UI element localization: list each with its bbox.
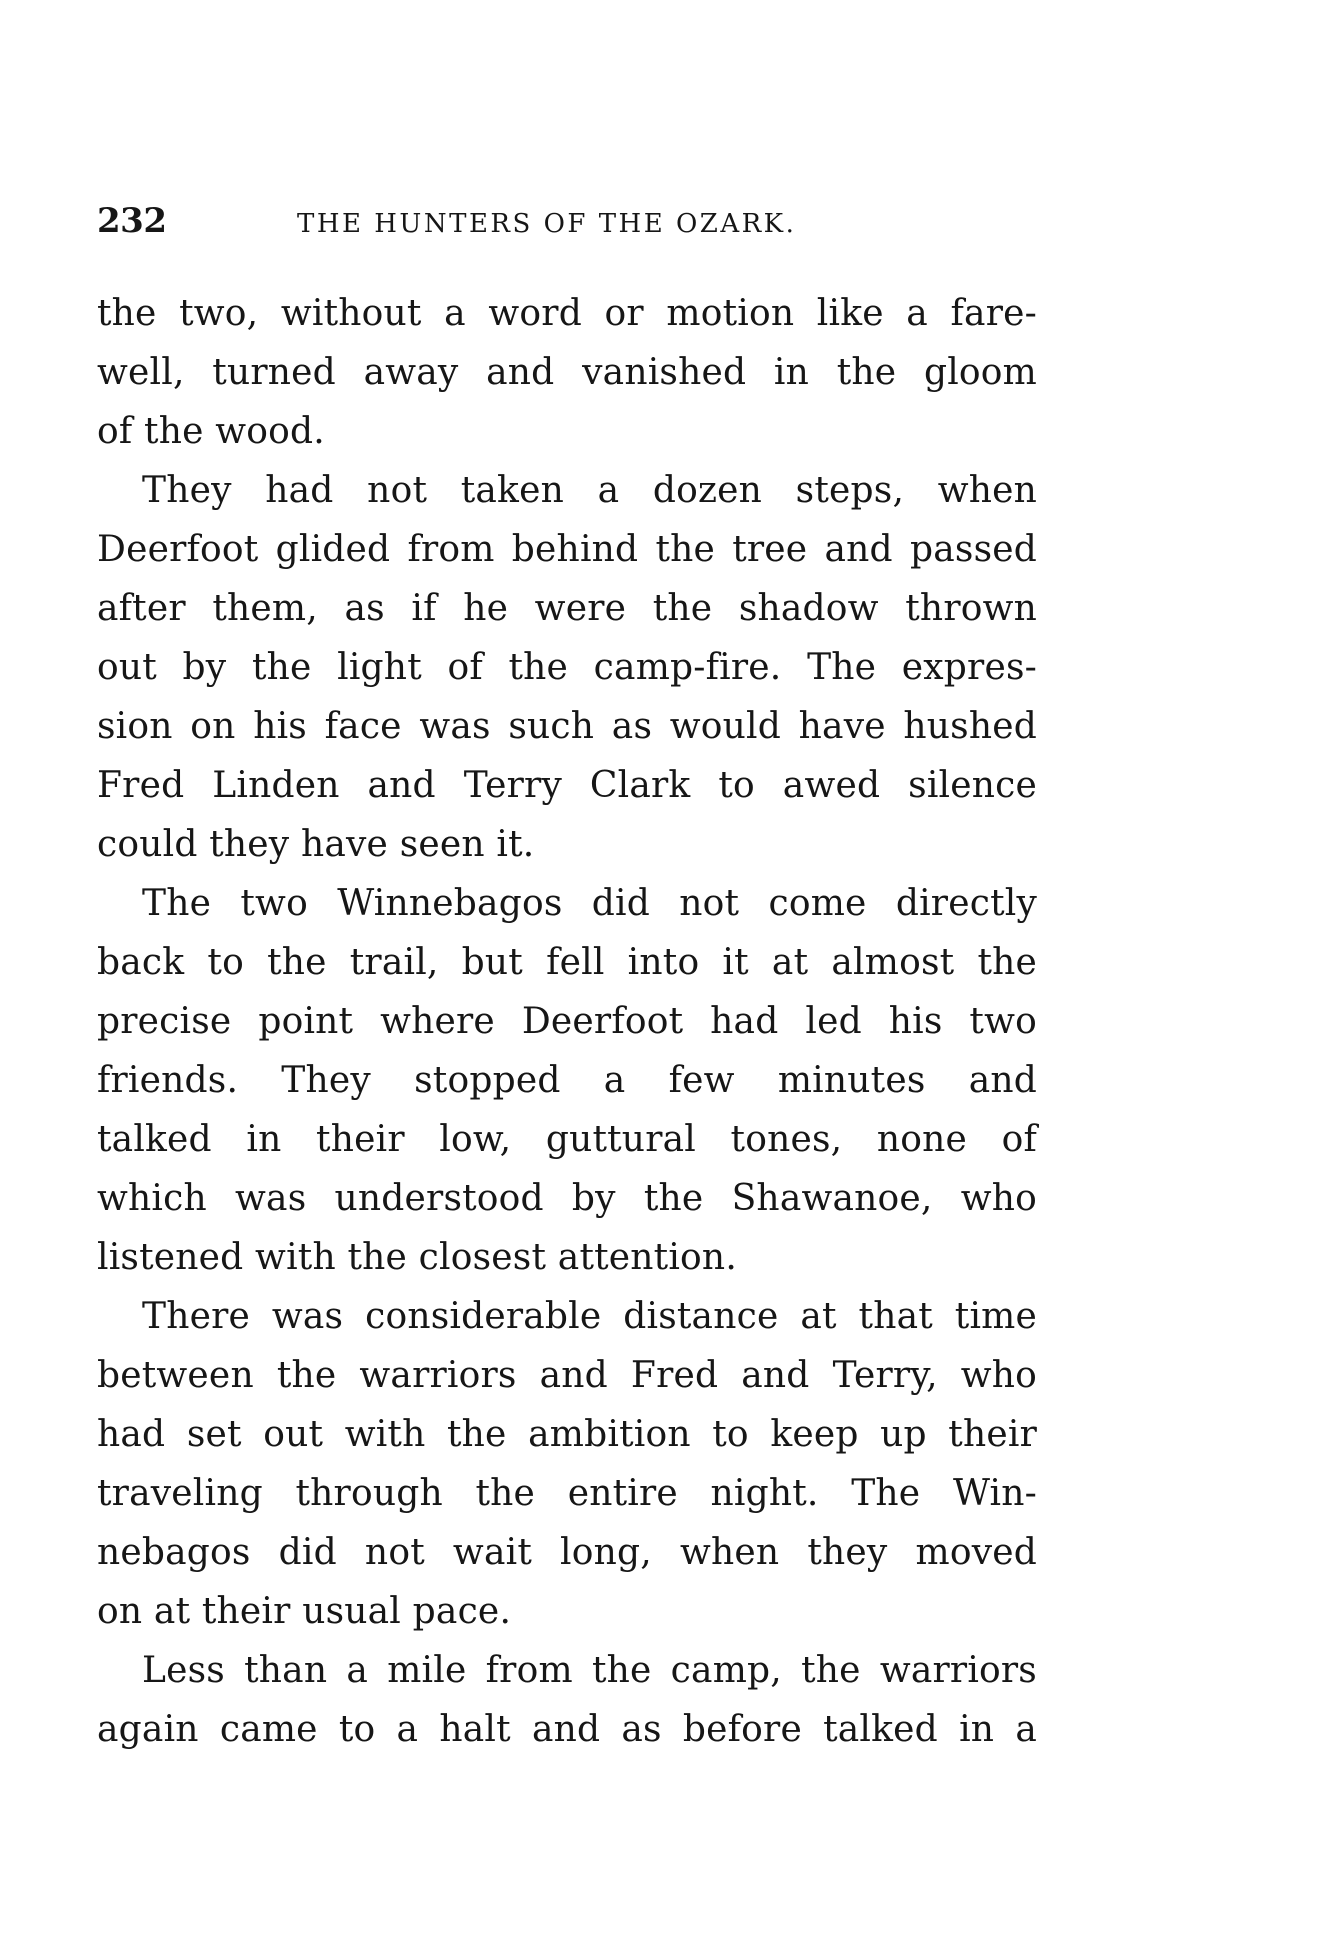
text-line: There was considerable distance at that time: [142, 1296, 1037, 1337]
paragraph: [97, 284, 1037, 461]
running-header: [97, 198, 1037, 244]
text-line: nebagos did not wait long, when they moved: [97, 1532, 1037, 1573]
text-line: traveling through the entire night. The Win-: [97, 1473, 1037, 1514]
text-line: the two, without a word or motion like a fare-: [97, 293, 1037, 334]
text-line: The two Winnebagos did not come directly: [142, 883, 1037, 924]
text-line: could they have seen it.: [97, 824, 535, 865]
text-line: They had not taken a dozen steps, when: [142, 470, 1037, 511]
text-line: listened with the closest attention.: [97, 1237, 737, 1278]
text-line: Fred Linden and Terry Clark to awed silence: [97, 765, 1037, 806]
text-line: had set out with the ambition to keep up their: [97, 1414, 1037, 1455]
text-line: again came to a halt and as before talked in a: [97, 1709, 1037, 1750]
text-line: Deerfoot glided from behind the tree and passed: [97, 529, 1037, 570]
text-line: talked in their low, guttural tones, none of: [97, 1119, 1037, 1160]
text-line: sion on his face was such as would have hushed: [97, 706, 1037, 747]
page-number: 232: [97, 201, 167, 241]
text-line: precise point where Deerfoot had led his two: [97, 1001, 1037, 1042]
text-line: back to the trail, but fell into it at almost the: [97, 942, 1037, 983]
text-line: between the warriors and Fred and Terry, who: [97, 1355, 1037, 1396]
running-title: THE HUNTERS OF THE OZARK.: [297, 209, 797, 239]
text-line: friends. They stopped a few minutes and: [97, 1060, 1037, 1101]
paragraph: [97, 1287, 1037, 1641]
paragraph: [97, 461, 1037, 874]
text-line: well, turned away and vanished in the gloom: [97, 352, 1037, 393]
paragraph: [97, 874, 1037, 1287]
text-line: of the wood.: [97, 411, 325, 452]
text-line: which was understood by the Shawanoe, who: [97, 1178, 1037, 1219]
text-line: on at their usual pace.: [97, 1591, 512, 1632]
body-text: [97, 284, 1037, 1759]
text-line: Less than a mile from the camp, the warriors: [142, 1650, 1037, 1691]
paragraph: [97, 1641, 1037, 1759]
text-line: after them, as if he were the shadow thrown: [97, 588, 1037, 629]
text-line: out by the light of the camp-fire. The expres-: [97, 647, 1037, 688]
